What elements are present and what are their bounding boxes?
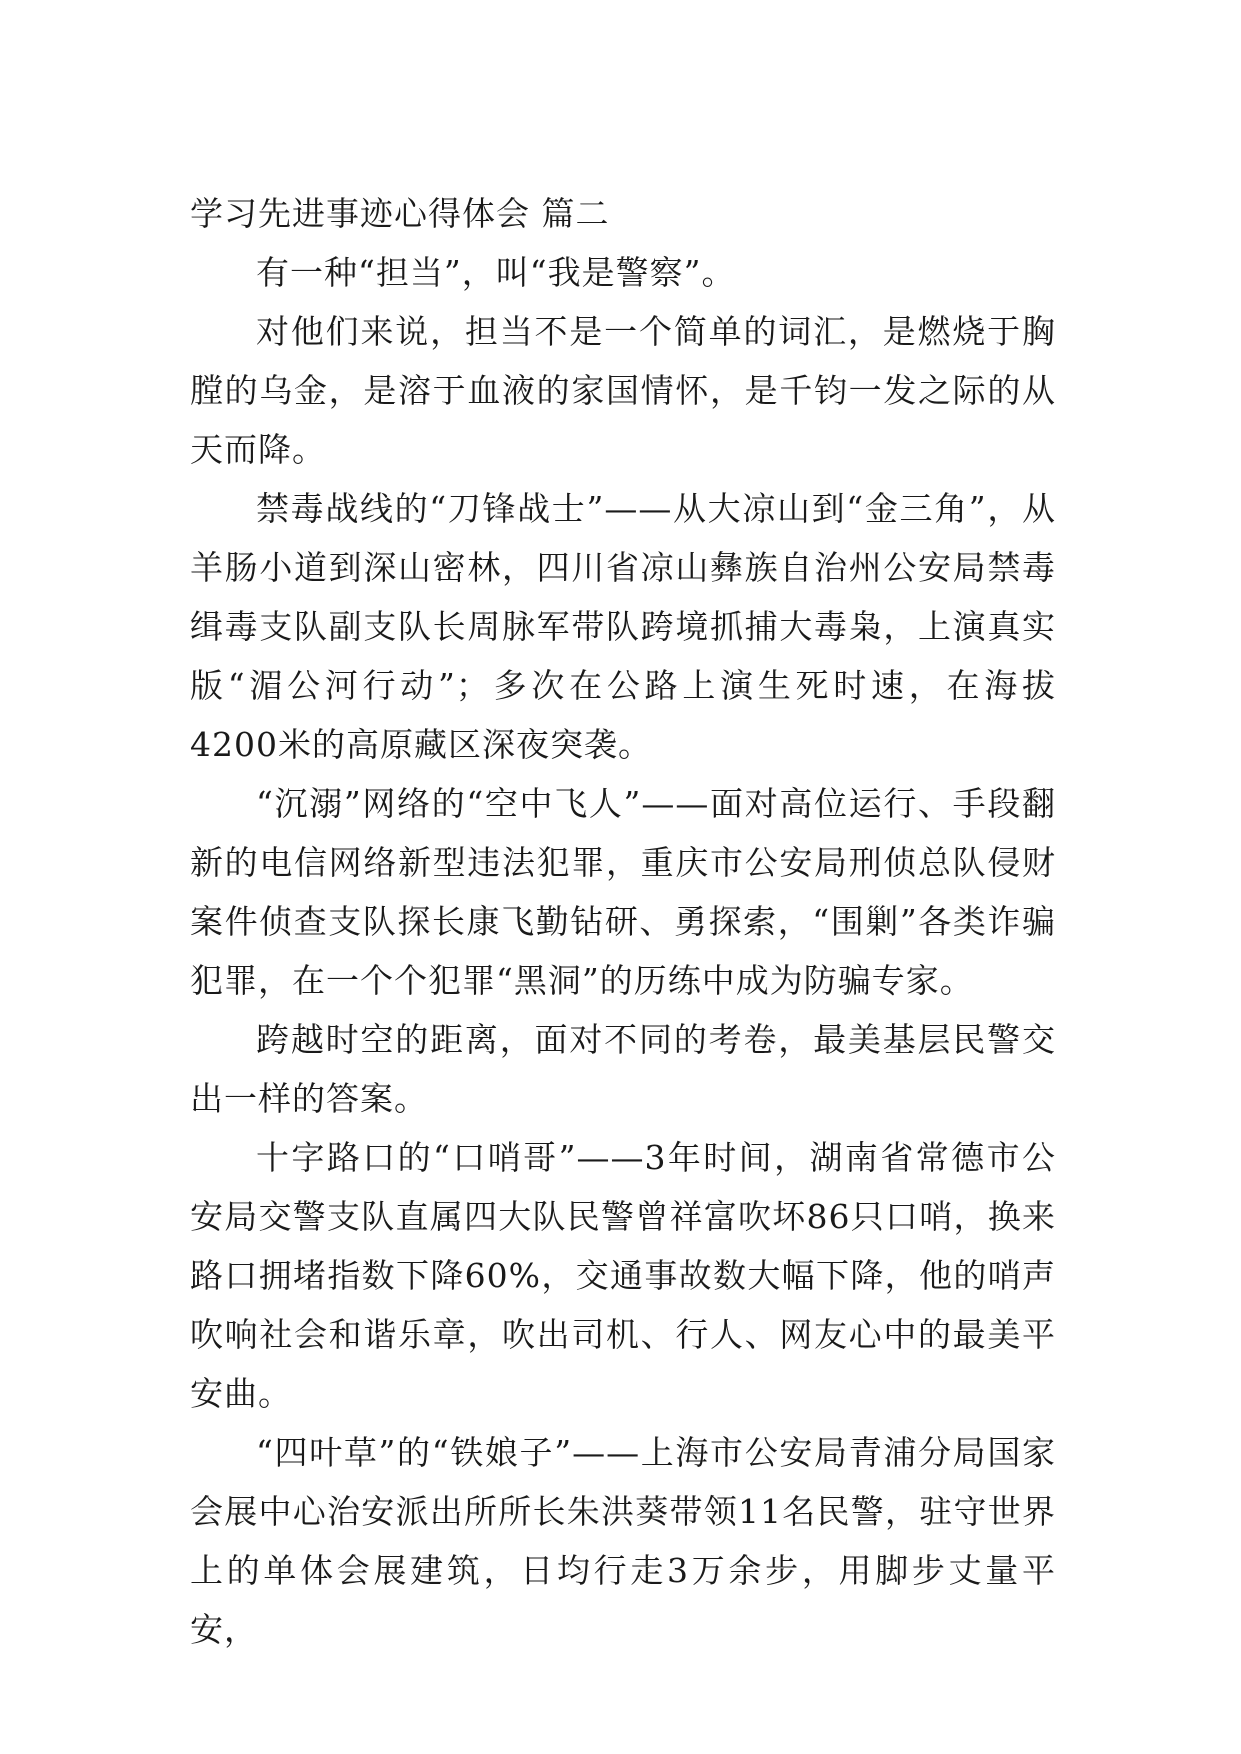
document-title: 学习先进事迹心得体会 篇二 [190, 194, 610, 233]
paragraph-3: 禁毒战线的“刀锋战士”——从大凉山到“金三角”，从羊肠小道到深山密林，四川省凉山彝族自治州公安局禁毒缉毒支队副支队长周脉军带队跨境抓捕大毒枭，上演真实版“湄公河行动”；多次在公路上演生死时速，在海拔4200米的高原藏区深夜突袭。 [190, 489, 1056, 764]
document-body [190, 184, 1056, 1659]
paragraph-5: 跨越时空的距离，面对不同的考卷，最美基层民警交出一样的答案。 [190, 1020, 1056, 1118]
paragraph-1: 有一种“担当”，叫“我是警察”。 [256, 253, 736, 292]
paragraph-7: “四叶草”的“铁娘子”——上海市公安局青浦分局国家会展中心治安派出所所长朱洪葵带领11名民警，驻守世界上的单体会展建筑，日均行走3万余步，用脚步丈量平安， [190, 1433, 1056, 1649]
paragraph-4: “沉溺”网络的“空中飞人”——面对高位运行、手段翻新的电信网络新型违法犯罪，重庆市公安局刑侦总队侵财案件侦查支队探长康飞勤钻研、勇探索，“围剿”各类诈骗犯罪，在一个个犯罪“黑洞”的历练中成为防骗专家。 [190, 784, 1056, 1000]
paragraph-2: 对他们来说，担当不是一个简单的词汇，是燃烧于胸膛的乌金，是溶于血液的家国情怀，是千钧一发之际的从天而降。 [190, 312, 1056, 469]
paragraph-6: 十字路口的“口哨哥”——3年时间，湖南省常德市公安局交警支队直属四大队民警曾祥富吹坏86只口哨，换来路口拥堵指数下降60%，交通事故数大幅下降，他的哨声吹响社会和谐乐章，吹出司机、行人、网友心中的最美平安曲。 [190, 1138, 1056, 1413]
